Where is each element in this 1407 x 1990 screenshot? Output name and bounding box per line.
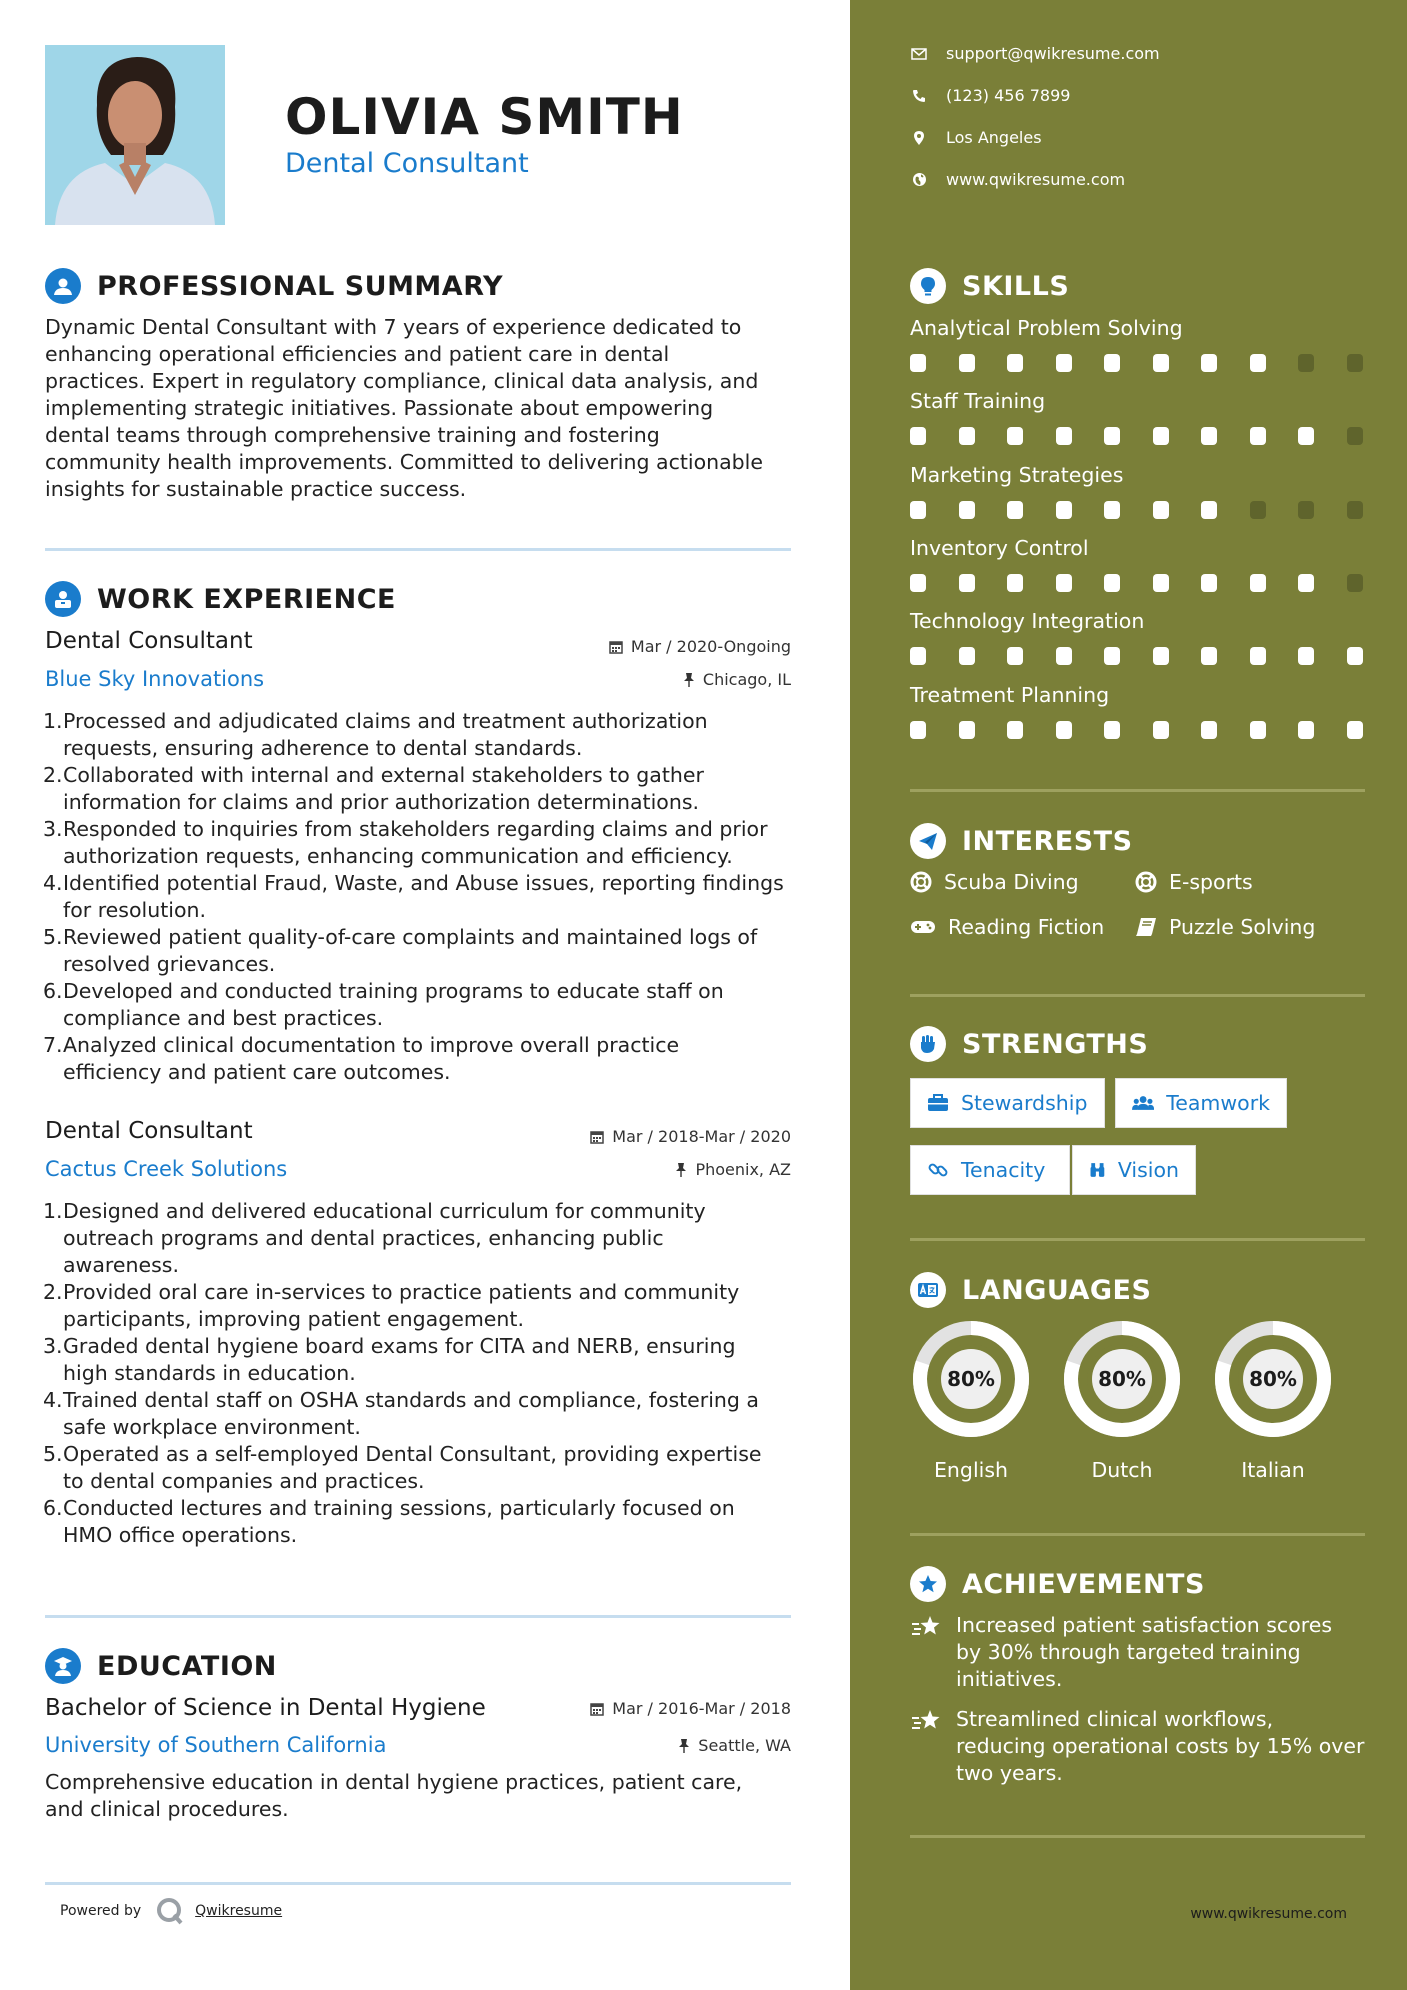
rating-dot-filled	[1201, 427, 1217, 445]
users-icon	[1132, 1094, 1154, 1112]
rating-dot-filled	[1056, 354, 1072, 372]
rating-dot-filled	[1007, 501, 1023, 519]
list-item: 3. Graded dental hygiene board exams for CITA and NERB, ensuring high standards in education.	[43, 1334, 736, 1385]
calendar-icon	[590, 1702, 604, 1716]
envelope-icon	[911, 48, 927, 60]
rating-dot-filled	[1007, 427, 1023, 445]
list-item: 7. Analyzed clinical documentation to improve overall practice efficiency and patient care outcomes.	[43, 1033, 680, 1084]
skill-name: Technology Integration	[910, 609, 1145, 633]
interest-item	[1135, 870, 1253, 894]
contact-website[interactable]	[910, 170, 1125, 189]
powered-by	[60, 1896, 282, 1926]
skill-name: Marketing Strategies	[910, 463, 1124, 487]
language-ring	[1061, 1318, 1183, 1440]
shooting-star-icon	[910, 1708, 944, 1734]
list-item: 2. Provided oral care in-services to practice patients and community participants, improving patient engagement.	[43, 1280, 740, 1331]
education-header	[45, 1648, 277, 1684]
contact-location-text: Los Angeles	[946, 128, 1042, 147]
achievement-item	[910, 1706, 1380, 1787]
strength-tag	[1072, 1145, 1196, 1195]
rating-dot-filled	[1007, 354, 1023, 372]
job-duties-list	[45, 1198, 799, 1549]
powered-by-label: Powered by	[60, 1903, 142, 1919]
skills-title: SKILLS	[962, 270, 1070, 302]
summary-line: dental teams through comprehensive training and fostering	[45, 423, 660, 447]
rating-dot-filled	[910, 721, 926, 739]
interest-label: Reading Fiction	[948, 915, 1105, 939]
language-name: Dutch	[1091, 1458, 1153, 1482]
experience-header	[45, 581, 396, 617]
globe-icon	[912, 172, 927, 187]
rating-dot-filled	[1201, 647, 1217, 665]
person-silhouette-icon	[45, 45, 225, 225]
rating-dot-filled	[1056, 721, 1072, 739]
rating-dot-filled	[1104, 354, 1120, 372]
school-name: University of Southern California	[45, 1733, 387, 1757]
education-location-text: Seattle, WA	[698, 1736, 791, 1755]
education-description: Comprehensive education in dental hygiene practices, patient care, and clinical procedures.	[45, 1770, 743, 1821]
rating-dot-filled	[1153, 647, 1169, 665]
candidate-name: OLIVIA SMITH	[285, 88, 684, 146]
rating-dot-filled	[959, 501, 975, 519]
job-date	[590, 1127, 791, 1146]
contact-website-text: www.qwikresume.com	[946, 170, 1126, 189]
achievement-text: Increased patient satisfaction scores by 30% through targeted training initiatives.	[956, 1613, 1333, 1691]
language-percent: 80%	[947, 1367, 995, 1391]
list-item: 2. Collaborated with internal and external stakeholders to gather information for claims and prior authorization determinations.	[43, 763, 704, 814]
contact-email[interactable]	[910, 44, 1160, 63]
rating-dot-filled	[1104, 427, 1120, 445]
rating-dot-empty	[1347, 427, 1363, 445]
degree-title: Bachelor of Science in Dental Hygiene	[45, 1695, 486, 1721]
job-location	[675, 1160, 791, 1179]
rating-dot-filled	[1056, 647, 1072, 665]
rating-dot-filled	[1056, 427, 1072, 445]
rating-dot-filled	[910, 647, 926, 665]
achievements-header	[910, 1566, 1205, 1602]
contact-location	[910, 128, 1042, 147]
language-name: English	[933, 1458, 1009, 1482]
strength-label: Vision	[1117, 1158, 1179, 1182]
gamepad-icon	[910, 919, 936, 935]
contact-phone[interactable]	[910, 86, 1070, 105]
skill-rating	[910, 501, 1370, 519]
rating-dot-filled	[1201, 721, 1217, 739]
shooting-star-icon	[910, 1614, 944, 1640]
rating-dot-filled	[1250, 354, 1266, 372]
candidate-role: Dental Consultant	[285, 148, 529, 179]
summary-title: PROFESSIONAL SUMMARY	[97, 270, 504, 302]
summary-header	[45, 268, 503, 304]
job-duties-list	[45, 708, 799, 1086]
rating-dot-filled	[1056, 501, 1072, 519]
rating-dot-filled	[1201, 354, 1217, 372]
footer-website[interactable]: www.qwikresume.com	[1190, 1906, 1347, 1922]
language-ring	[1212, 1318, 1334, 1440]
job-company: Cactus Creek Solutions	[45, 1157, 288, 1181]
life-ring-icon	[910, 871, 932, 893]
experience-title: WORK EXPERIENCE	[97, 583, 396, 615]
languages-header	[910, 1272, 1151, 1308]
language-item	[1212, 1318, 1334, 1482]
rating-dot-filled	[1298, 721, 1314, 739]
rating-dot-filled	[1007, 721, 1023, 739]
rating-dot-filled	[910, 354, 926, 372]
job-title: Dental Consultant	[45, 628, 253, 654]
rating-dot-filled	[959, 647, 975, 665]
rating-dot-filled	[1153, 427, 1169, 445]
list-item: 1. Designed and delivered educational curriculum for community outreach programs and dental practices, enhancing public awareness.	[43, 1199, 706, 1277]
rating-dot-filled	[1250, 427, 1266, 445]
pushpin-icon	[675, 1162, 687, 1177]
job-title: Dental Consultant	[45, 1118, 253, 1144]
translate-icon	[910, 1272, 946, 1308]
lightbulb-icon	[910, 268, 946, 304]
language-ring	[910, 1318, 1032, 1440]
job-company: Blue Sky Innovations	[45, 667, 265, 691]
list-item: 3. Responded to inquiries from stakeholders regarding claims and prior authorization requests, enhancing communication and efficiency.	[43, 817, 768, 868]
language-percent: 80%	[1098, 1367, 1146, 1391]
sidebar	[850, 0, 1407, 1990]
summary-text	[45, 314, 795, 503]
education-date	[590, 1699, 791, 1718]
briefcase-icon	[927, 1094, 949, 1112]
rating-dot-filled	[1250, 647, 1266, 665]
paper-plane-icon	[910, 823, 946, 859]
rating-dot-filled	[1298, 427, 1314, 445]
graduate-icon	[45, 1648, 81, 1684]
pushpin-icon	[683, 672, 695, 687]
rating-dot-empty	[1250, 501, 1266, 519]
skill-rating	[910, 721, 1370, 739]
phone-icon	[912, 89, 926, 103]
job-location	[683, 670, 791, 689]
education-location	[678, 1736, 791, 1755]
achievements-title: ACHIEVEMENTS	[962, 1568, 1205, 1600]
summary-line: implementing strategic initiatives. Passionate about empowering	[45, 396, 714, 420]
rating-dot-filled	[1298, 647, 1314, 665]
briefcase-user-icon	[45, 581, 81, 617]
rating-dot-empty	[1298, 354, 1314, 372]
language-percent: 80%	[1249, 1367, 1297, 1391]
section-divider	[45, 548, 791, 551]
list-item: 5. Reviewed patient quality-of-care complaints and maintained logs of resolved grievances.	[43, 925, 758, 976]
rating-dot-filled	[1250, 721, 1266, 739]
strength-tag	[910, 1078, 1105, 1128]
rating-dot-filled	[1104, 721, 1120, 739]
rating-dot-filled	[1056, 574, 1072, 592]
rating-dot-filled	[1104, 647, 1120, 665]
binoculars-icon	[1089, 1160, 1106, 1180]
rating-dot-filled	[1298, 574, 1314, 592]
job-location-text: Phoenix, AZ	[695, 1160, 791, 1179]
book-icon	[1135, 917, 1157, 937]
list-item: 1. Processed and adjudicated claims and treatment authorization requests, ensuring adherence to dental standards.	[43, 709, 708, 760]
interest-label: E-sports	[1169, 870, 1253, 894]
strength-tag	[1115, 1078, 1287, 1128]
interests-title: INTERESTS	[962, 825, 1133, 857]
user-circle-icon	[45, 268, 81, 304]
job-date-text: Mar / 2018-Mar / 2020	[612, 1127, 791, 1146]
rating-dot-filled	[1153, 354, 1169, 372]
rating-dot-filled	[1153, 501, 1169, 519]
contact-email-text: support@qwikresume.com	[946, 44, 1160, 63]
section-divider	[910, 1835, 1365, 1838]
calendar-icon	[609, 640, 623, 654]
map-marker-icon	[913, 130, 925, 146]
rating-dot-filled	[1347, 647, 1363, 665]
interest-label: Scuba Diving	[944, 870, 1079, 894]
star-badge-icon	[910, 1566, 946, 1602]
section-divider	[910, 1533, 1365, 1536]
languages-title: LANGUAGES	[962, 1274, 1152, 1306]
list-item: 6. Conducted lectures and training sessions, particularly focused on HMO office operations.	[43, 1496, 735, 1547]
rating-dot-filled	[1104, 501, 1120, 519]
rating-dot-filled	[1153, 574, 1169, 592]
skill-name: Inventory Control	[910, 536, 1089, 560]
interest-item	[1135, 915, 1315, 939]
rating-dot-empty	[1298, 501, 1314, 519]
rating-dot-empty	[1347, 354, 1363, 372]
list-item: 4. Identified potential Fraud, Waste, and Abuse issues, reporting findings for resolution.	[43, 871, 784, 922]
list-item: 5. Operated as a self-employed Dental Consultant, providing expertise to dental companies and practices.	[43, 1442, 762, 1493]
interest-item	[910, 870, 1079, 894]
skill-rating	[910, 427, 1370, 445]
pushpin-icon	[678, 1738, 690, 1753]
rating-dot-filled	[1153, 721, 1169, 739]
interest-label: Puzzle Solving	[1169, 915, 1316, 939]
education-date-text: Mar / 2016-Mar / 2018	[612, 1699, 791, 1718]
summary-line: insights for sustainable practice success.	[45, 477, 467, 501]
rating-dot-filled	[1104, 574, 1120, 592]
skill-name: Treatment Planning	[910, 683, 1110, 707]
qwikresume-link[interactable]: Qwikresume	[195, 1903, 283, 1919]
fist-icon	[910, 1026, 946, 1062]
summary-line: enhancing operational efficiencies and patient care in dental	[45, 342, 670, 366]
section-divider	[910, 1238, 1365, 1241]
summary-line: Dynamic Dental Consultant with 7 years of experience dedicated to	[45, 315, 742, 339]
skill-rating	[910, 574, 1370, 592]
skills-header	[910, 268, 1069, 304]
section-divider	[910, 994, 1365, 997]
strength-label: Stewardship	[961, 1091, 1088, 1115]
job-location-text: Chicago, IL	[702, 670, 791, 689]
calendar-icon	[590, 1130, 604, 1144]
summary-line: practices. Expert in regulatory compliance, clinical data analysis, and	[45, 369, 759, 393]
rating-dot-filled	[959, 354, 975, 372]
rating-dot-filled	[1201, 574, 1217, 592]
strengths-title: STRENGTHS	[962, 1028, 1149, 1060]
education-title: EDUCATION	[97, 1650, 277, 1682]
skill-name: Analytical Problem Solving	[910, 316, 1183, 340]
strength-label: Tenacity	[961, 1158, 1046, 1182]
rating-dot-filled	[959, 427, 975, 445]
skill-rating	[910, 647, 1370, 665]
link-icon	[927, 1159, 949, 1181]
rating-dot-empty	[1347, 501, 1363, 519]
job-date-text: Mar / 2020-Ongoing	[630, 637, 791, 656]
strength-tag	[910, 1145, 1070, 1195]
contact-phone-text: (123) 456 7899	[946, 86, 1071, 105]
rating-dot-filled	[910, 574, 926, 592]
section-divider	[45, 1615, 791, 1618]
section-divider	[45, 1882, 791, 1885]
rating-dot-empty	[1347, 574, 1363, 592]
skill-rating	[910, 354, 1370, 372]
rating-dot-filled	[910, 427, 926, 445]
list-item: 6. Developed and conducted training programs to educate staff on compliance and best practices.	[43, 979, 724, 1030]
rating-dot-filled	[1007, 574, 1023, 592]
job-date	[609, 637, 791, 656]
skill-name: Staff Training	[910, 389, 1046, 413]
language-name: Italian	[1241, 1458, 1305, 1482]
rating-dot-filled	[910, 501, 926, 519]
language-item	[1061, 1318, 1183, 1482]
rating-dot-filled	[1250, 574, 1266, 592]
rating-dot-filled	[1347, 721, 1363, 739]
interest-item	[910, 915, 1104, 939]
summary-line: community health improvements. Committed to delivering actionable	[45, 450, 763, 474]
strength-label: Teamwork	[1166, 1091, 1270, 1115]
qwikresume-logo-icon	[155, 1896, 185, 1926]
strengths-header	[910, 1026, 1148, 1062]
profile-photo	[45, 45, 225, 225]
section-divider	[910, 789, 1365, 792]
interests-header	[910, 823, 1133, 859]
life-ring-icon	[1135, 871, 1157, 893]
rating-dot-filled	[959, 574, 975, 592]
achievement-item	[910, 1612, 1380, 1693]
list-item: 4. Trained dental staff on OSHA standards and compliance, fostering a safe workplace environment.	[43, 1388, 759, 1439]
rating-dot-filled	[1007, 647, 1023, 665]
rating-dot-filled	[1201, 501, 1217, 519]
language-item	[910, 1318, 1032, 1482]
achievement-text: Streamlined clinical workflows, reducing operational costs by 15% over two years.	[956, 1707, 1365, 1785]
rating-dot-filled	[959, 721, 975, 739]
